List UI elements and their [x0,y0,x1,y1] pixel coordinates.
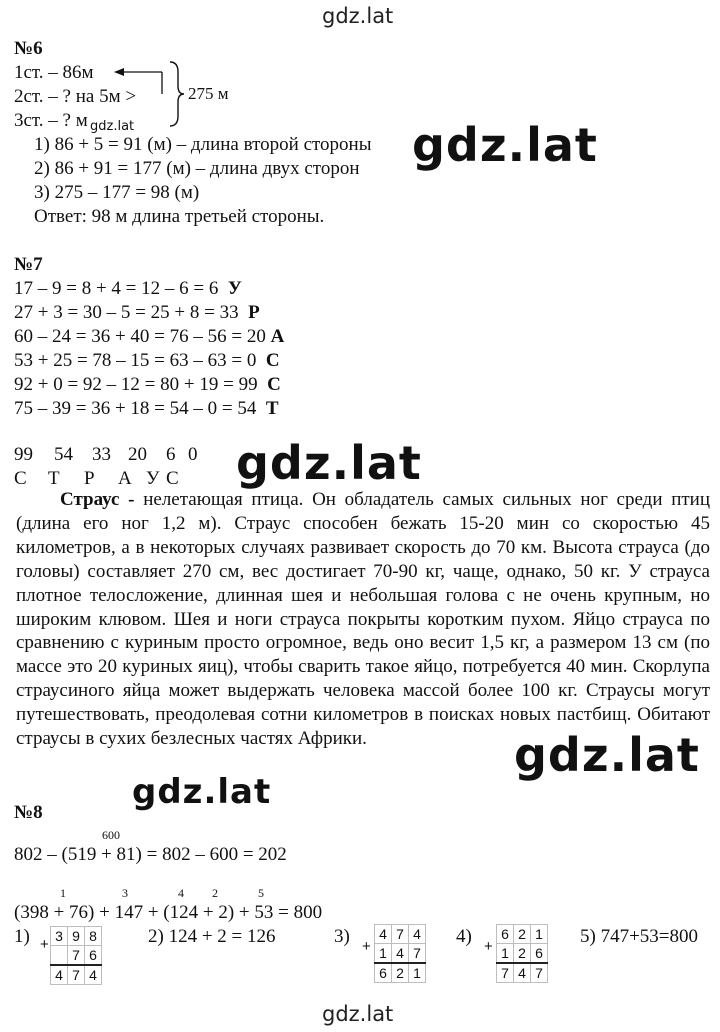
task7-letter: С [166,468,179,489]
task6-line-1: 1ст. – 86м [14,62,94,83]
task7-number: 54 [54,444,73,465]
task6-step-2: 2) 86 + 91 = 177 (м) – длина двух сторон [34,158,360,179]
ostrich-paragraph-lead: Страус - [60,489,135,510]
ostrich-paragraph-text: нелетающая птица. Он обладатель самых сильных ног среди птиц (длина его ног 1,2 м). Страус способен бежать 15-20 мин со скоростью 45 километров, а в некоторых случаях развивает скорость до 70 км. Высота страуса (до головы) составляет 270 см, вес достигает 70-90 кг, чаще, однако, 50 кг. У страуса плотное телосложение, длинная шея и небольшая голова с не очень крупным, но широким клювом. Шея и ноги страуса покрыты коротким пухом. Яйцо страуса по сравнению с куриным просто огромное, ведь оно весит 1,5 кг, а размером 13 см (по массе это 20 куриных яиц), чтобы сварить такое яйцо, потребуется 40 мин. Скорлупа страусиного яйца может выдержать человека массой более 100 кг. Страусы могут путешествовать, преодолевая сотни километров в поисках новых пастбищ. Обитают страусы в сухих безлесных частях Африки. [16,489,711,750]
task7-row-letter: У [227,278,242,299]
task8-expr-2: (398 + 76) + 147 + (124 + 2) + 53 = 800 [14,902,323,923]
task8-step-4-label: 4) [456,926,472,947]
task7-number: 20 [128,444,147,465]
task6-line-3: 3ст. – ? м [14,110,88,131]
watermark-large: gdz.lat [514,728,700,782]
watermark-tiny: gdz.lat [90,119,135,134]
task8-step-3-label: 3) [334,926,350,947]
watermark-top: gdz.lat [322,4,394,28]
task7-row: 75 – 39 = 36 + 18 = 54 – 0 = 54 Т [14,398,279,419]
task8-order-mark: 5 [258,886,264,900]
plus-sign: + [484,938,493,955]
task7-row: 92 + 0 = 92 – 12 = 80 + 19 = 99 С [14,374,281,395]
task7-number: 6 [166,444,176,465]
task7-row-letter: С [267,374,281,395]
task6-brace-diagram [100,58,190,130]
task6-total: 275 м [188,84,229,103]
task6-line-2: 2ст. – ? на 5м > [14,86,137,107]
column-addition-1: 3 9 8 7 6 4 7 4 [50,926,102,985]
task8-order-mark: 2 [212,886,218,900]
task8-order-mark: 4 [178,886,184,900]
task7-letter: Т [48,468,60,489]
task7-letter: С [14,468,27,489]
task7-row-letter: А [270,326,285,347]
task7-row: 27 + 3 = 30 – 5 = 25 + 8 = 33 Р [14,302,260,323]
task8-step-5: 5) 747+53=800 [580,926,699,947]
task7-letter: У [146,468,160,489]
task6-step-1: 1) 86 + 5 = 91 (м) – длина второй стороны [34,134,372,155]
watermark-medium: gdz.lat [132,772,272,812]
task8-mark-600: 600 [102,828,120,842]
task7-number: 0 [188,444,198,465]
task7-row: 53 + 25 = 78 – 15 = 63 – 63 = 0 С [14,350,280,371]
watermark-bottom: gdz.lat [322,1002,394,1026]
task8-expr-1: 802 – (519 + 81) = 802 – 600 = 202 [14,844,287,865]
column-addition-3: 4 7 4 1 4 7 6 2 1 [374,924,426,983]
column-addition-4: 6 2 1 1 2 6 7 4 7 [496,924,548,983]
task7-row-letter: Р [248,302,260,323]
watermark-large: gdz.lat [236,436,422,490]
task8-step-2: 2) 124 + 2 = 126 [148,926,276,947]
task8-title: №8 [14,802,43,823]
task7-title: №7 [14,254,43,275]
watermark-large: gdz.lat [412,118,598,172]
task7-row: 60 – 24 = 36 + 40 = 76 – 56 = 20 А [14,326,285,347]
task6-title: №6 [14,38,43,59]
task7-letter: Р [84,468,95,489]
task7-row: 17 – 9 = 8 + 4 = 12 – 6 = 6 У [14,278,242,299]
task8-step-1-label: 1) [14,926,30,947]
task7-letter: А [118,468,132,489]
ostrich-paragraph [16,488,710,751]
task8-order-mark: 1 [60,886,66,900]
task7-row-letter: Т [265,398,279,419]
task7-number: 99 [14,444,33,465]
task7-number: 33 [92,444,111,465]
plus-sign: + [362,938,371,955]
task7-row-letter: С [265,350,280,371]
task6-answer: Ответ: 98 м длина третьей стороны. [34,206,325,227]
task6-step-3: 3) 275 – 177 = 98 (м) [34,182,200,203]
plus-sign: + [40,936,49,953]
task8-order-mark: 3 [122,886,128,900]
